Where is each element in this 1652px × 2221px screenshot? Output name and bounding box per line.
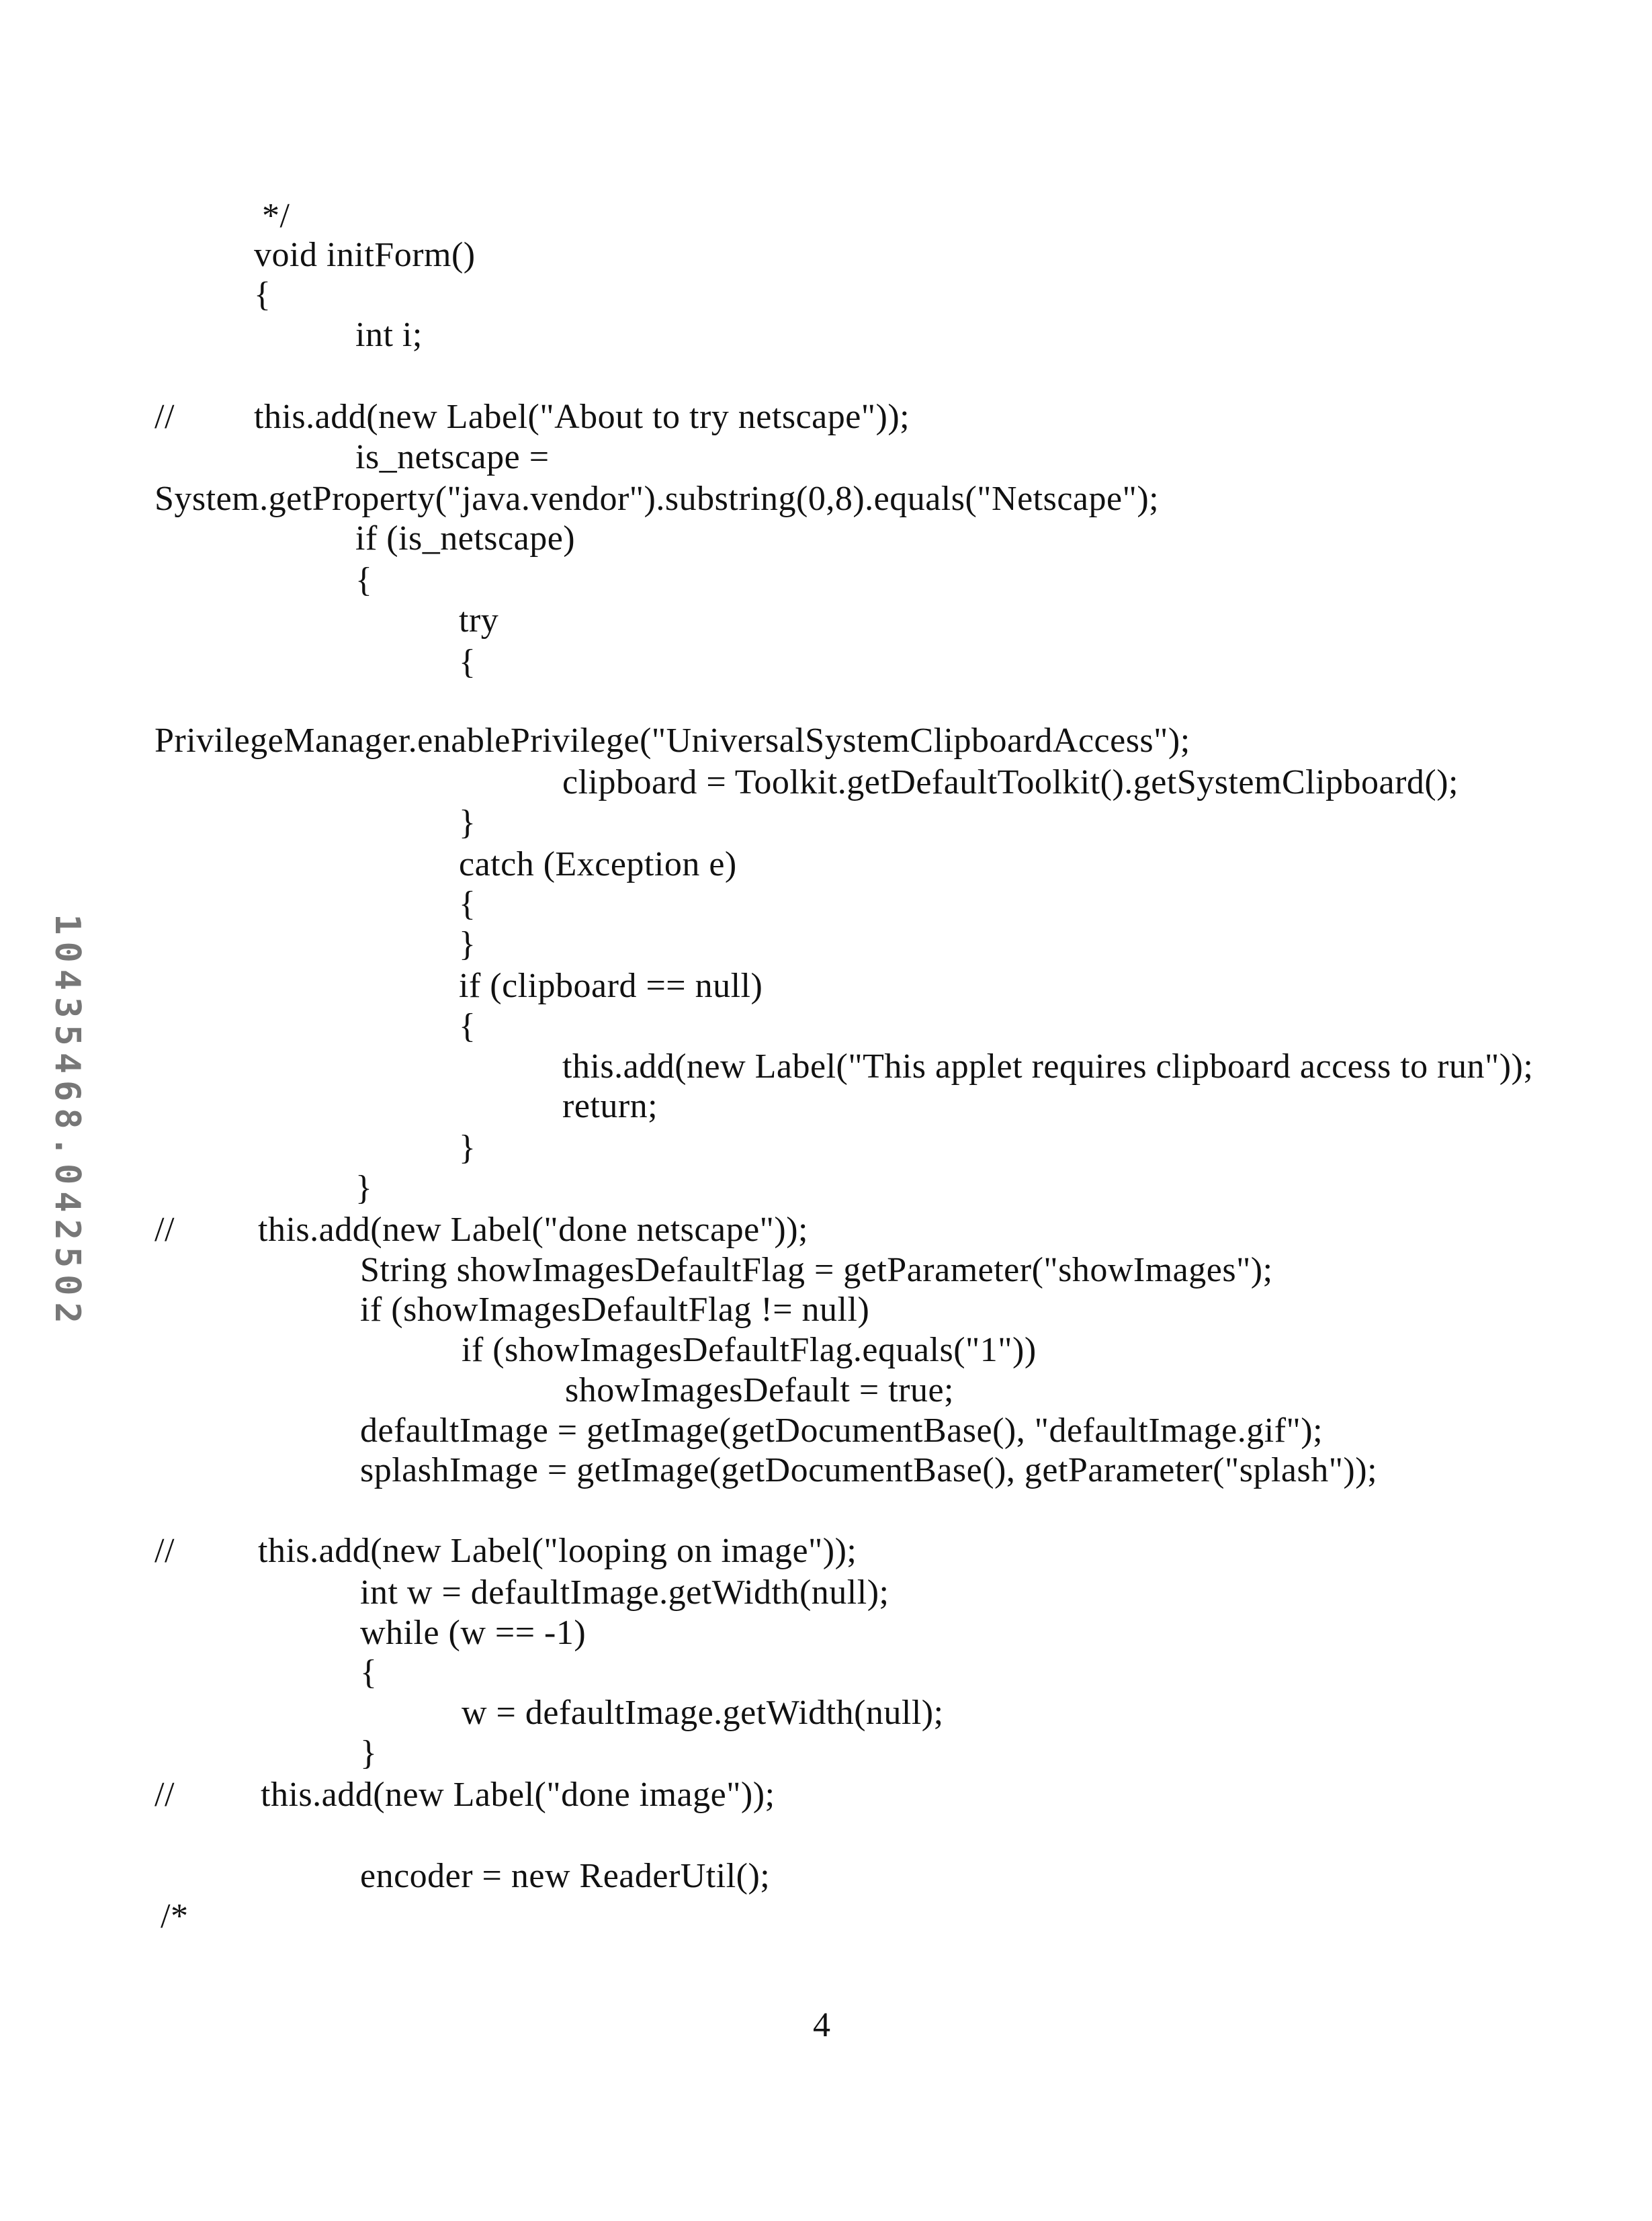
code-line: */ bbox=[262, 196, 290, 236]
code-line: this.add(new Label("This applet requires clipboard access to run")); bbox=[562, 1047, 1533, 1087]
code-line: if (clipboard == null) bbox=[459, 966, 763, 1006]
code-line: catch (Exception e) bbox=[459, 844, 737, 885]
code-line: { bbox=[360, 1653, 377, 1693]
code-line: } bbox=[459, 1128, 476, 1168]
code-line: if (showImagesDefaultFlag != null) bbox=[360, 1290, 869, 1330]
code-line: while (w == -1) bbox=[360, 1613, 586, 1653]
code-line: clipboard = Toolkit.getDefaultToolkit().getSystemClipboard(); bbox=[562, 763, 1459, 803]
code-line: { bbox=[459, 1006, 476, 1047]
page-number: 4 bbox=[813, 2005, 830, 2045]
code-line: showImagesDefault = true; bbox=[565, 1370, 954, 1411]
code-line: } bbox=[360, 1733, 377, 1774]
code-line: int i; bbox=[355, 315, 423, 355]
code-line: { bbox=[254, 275, 271, 315]
code-line: } bbox=[459, 803, 476, 843]
code-line: PrivilegeManager.enablePrivilege("UniversalSystemClipboardAccess"); bbox=[155, 721, 1190, 761]
code-line: splashImage = getImage(getDocumentBase(), getParameter("splash")); bbox=[360, 1450, 1377, 1491]
comment-marker: // bbox=[155, 1775, 175, 1815]
code-line: this.add(new Label("looping on image")); bbox=[258, 1531, 857, 1571]
code-line: this.add(new Label("done netscape")); bbox=[258, 1210, 808, 1250]
code-line: return; bbox=[562, 1086, 658, 1127]
comment-marker: // bbox=[155, 1531, 175, 1571]
document-id-stamp bbox=[47, 853, 87, 1391]
code-line: encoder = new ReaderUtil(); bbox=[360, 1856, 770, 1897]
stamp-text: 10435468.042502 bbox=[47, 914, 87, 1330]
code-line: { bbox=[459, 642, 476, 683]
code-line: } bbox=[459, 924, 476, 965]
comment-marker: // bbox=[155, 397, 175, 437]
code-line: System.getProperty("java.vendor").substring(0,8).equals("Netscape"); bbox=[155, 479, 1159, 519]
code-line: { bbox=[355, 560, 372, 601]
code-line: try bbox=[459, 601, 498, 641]
code-line: this.add(new Label("done image")); bbox=[261, 1775, 775, 1815]
code-line: w = defaultImage.getWidth(null); bbox=[462, 1693, 944, 1733]
code-line: this.add(new Label("About to try netscape")); bbox=[254, 397, 910, 437]
code-line: /* bbox=[161, 1897, 188, 1937]
comment-marker: // bbox=[155, 1210, 175, 1250]
code-line: if (showImagesDefaultFlag.equals("1")) bbox=[462, 1330, 1037, 1370]
code-line: } bbox=[355, 1168, 372, 1209]
code-line: { bbox=[459, 884, 476, 924]
code-line: defaultImage = getImage(getDocumentBase(), "defaultImage.gif"); bbox=[360, 1411, 1323, 1451]
code-line: String showImagesDefaultFlag = getParameter("showImages"); bbox=[360, 1250, 1273, 1291]
code-line: int w = defaultImage.getWidth(null); bbox=[360, 1573, 889, 1613]
code-line: if (is_netscape) bbox=[355, 519, 575, 559]
code-line: is_netscape = bbox=[355, 437, 550, 478]
code-line: void initForm() bbox=[254, 235, 476, 275]
